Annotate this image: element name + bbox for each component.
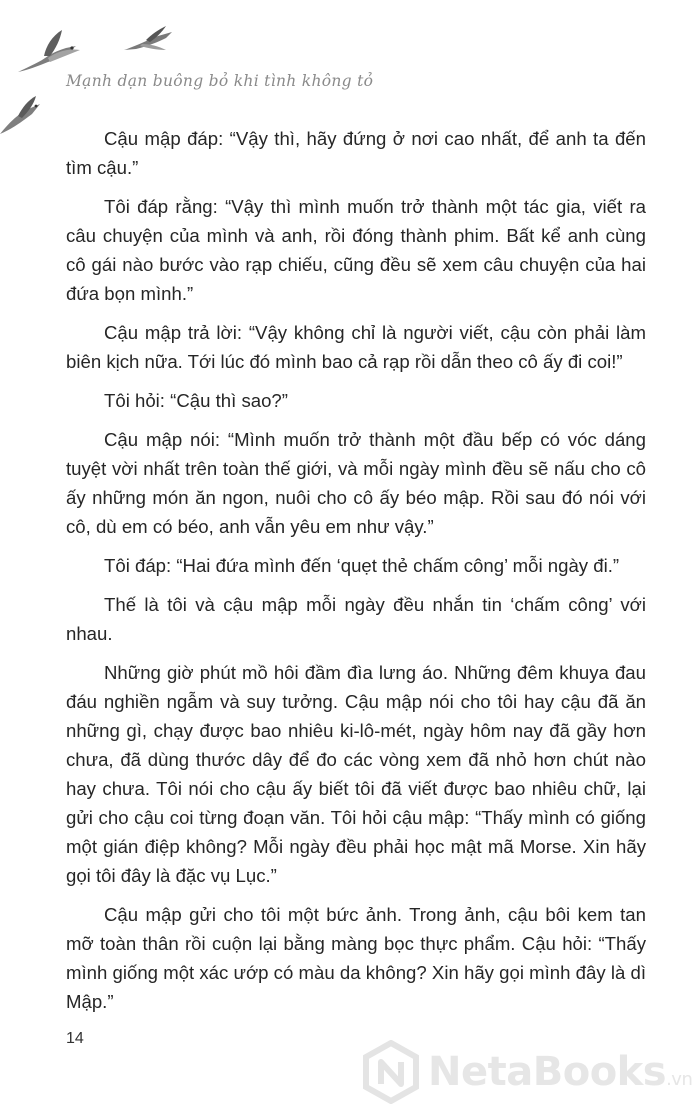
running-header-title: Mạnh dạn buông bỏ khi tình không tỏ: [66, 72, 374, 90]
paragraph: Cậu mập trả lời: “Vậy không chỉ là người viết, cậu còn phải làm biên kịch nữa. Tới lúc đó mình bao cả rạp rồi dẫn theo cô ấy đi coi!”: [66, 322, 646, 372]
watermark-text: [428, 1049, 692, 1095]
bird-illustration-2: [122, 24, 176, 54]
paragraph: Tôi đáp: “Hai đứa mình đến ‘quẹt thẻ chấm công’ mỗi ngày đi.”: [104, 555, 620, 576]
paragraph: Cậu mập nói: “Mình muốn trở thành một đầu bếp có vóc dáng tuyệt vời nhất trên toàn thế giới, và mỗi ngày mình đều sẽ nấu cho cô ấy những món ăn ngon, nuôi cho cô ấy béo mập. Rồi sau đó nói với cô, dù em có béo, anh vẫn yêu em như vậy.”: [66, 429, 646, 537]
body-text: [66, 124, 646, 1026]
paragraph: Cậu mập gửi cho tôi một bức ảnh. Trong ảnh, cậu bôi kem tan mỡ toàn thân rồi cuộn lại bằng màng bọc thực phẩm. Cậu hỏi: “Thấy mình giống một xác ướp có màu da không? Xin hãy gọi mình đây là dì Mập.”: [66, 904, 646, 1012]
paragraph: Tôi hỏi: “Cậu thì sao?”: [104, 390, 288, 411]
paragraph: Thế là tôi và cậu mập mỗi ngày đều nhắn tin ‘chấm công’ với nhau.: [66, 594, 646, 644]
paragraph: Tôi đáp rằng: “Vậy thì mình muốn trở thành một tác gia, viết ra câu chuyện của mình và anh, rồi đóng thành phim. Bất kể anh cùng cô gái nào bước vào rạp chiếu, cũng đều sẽ xem câu chuyện của hai đứa bọn mình.”: [66, 196, 646, 304]
watermark: [362, 1040, 692, 1104]
netabooks-logo-icon: [362, 1040, 420, 1104]
paragraph: Những giờ phút mồ hôi đầm đìa lưng áo. Những đêm khuya đau đáu nghiền ngẫm và suy tưởng. Cậu mập nói cho tôi hay cậu đã ăn những gì, chạy được bao nhiêu ki-lô-mét, ngày hôm nay đã gầy hơn chưa, đã dùng thước dây để đo các vòng xem đã nhỏ hơn chút nào hay chưa. Tôi nói cho cậu ấy biết tôi đã viết được bao nhiêu chữ, lại gửi cho cậu coi từng đoạn văn. Tôi hỏi cậu mập: “Thấy mình có giống một gián điệp không? Mỗi ngày đều phải học mật mã Morse. Xin hãy gọi tôi đây là đặc vụ Lục.”: [66, 662, 646, 886]
paragraph: Cậu mập đáp: “Vậy thì, hãy đứng ở nơi cao nhất, để anh ta đến tìm cậu.”: [66, 128, 646, 178]
watermark-suffix: .vn: [666, 1069, 693, 1090]
bird-illustration-1: [14, 26, 84, 78]
page-number: 14: [66, 1030, 84, 1047]
watermark-brand: NetaBooks: [428, 1049, 667, 1095]
bird-illustration-3: [0, 94, 44, 138]
